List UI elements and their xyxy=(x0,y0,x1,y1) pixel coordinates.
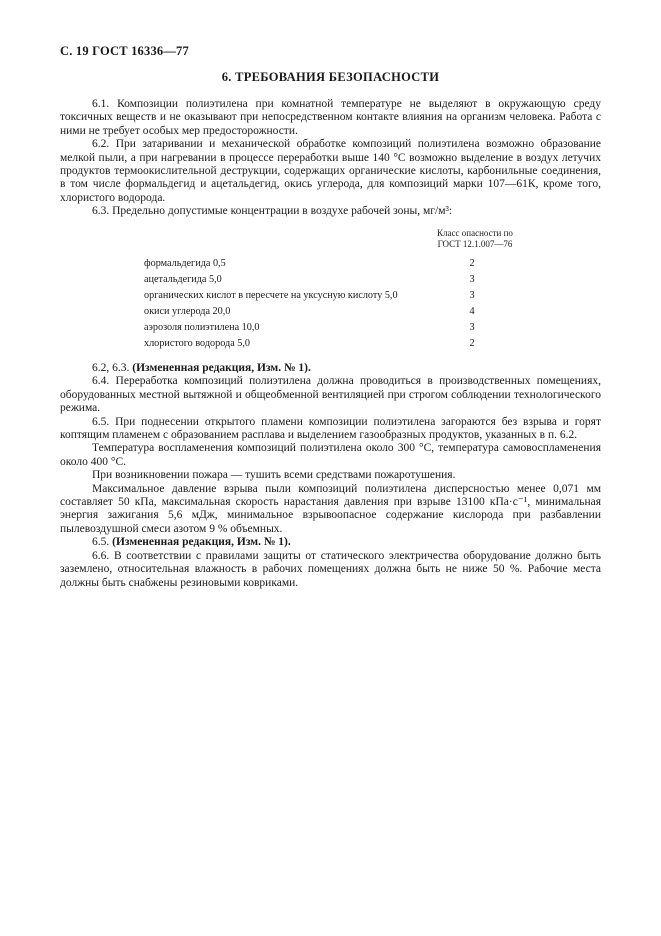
substance-cell: окиси углерода 20,0 xyxy=(144,306,231,317)
hazard-class-header-line1: Класс опасности по xyxy=(437,228,513,238)
hazard-class-cell: 3 xyxy=(469,322,475,333)
hazard-class-header-line2: ГОСТ 12.1.007—76 xyxy=(437,239,513,249)
amendment-number: 6.2, 6.3. xyxy=(92,362,130,374)
hazard-class-cell: 3 xyxy=(469,290,475,301)
section-title: 6. ТРЕБОВАНИЯ БЕЗОПАСНОСТИ xyxy=(221,70,440,84)
amendment-text: (Измененная редакция, Изм. № 1). xyxy=(112,536,291,549)
paragraph-6-3: 6.3. Предельно допустимые концентрации в воздухе рабочей зоны, мг/м³: xyxy=(92,205,453,218)
running-head: С. 19 ГОСТ 16336—77 xyxy=(60,44,189,58)
amendment-note-6-2-6-3 xyxy=(60,362,601,375)
substance-cell: ацетальдегида 5,0 xyxy=(144,274,222,285)
paragraph-fire: При возникновении пожара — тушить всеми средствами пожаротушения. xyxy=(92,469,456,482)
hazard-class-cell: 2 xyxy=(469,258,475,269)
paragraphs-top xyxy=(60,98,601,219)
amendment-number: 6.5. xyxy=(92,536,110,549)
paragraphs-bottom xyxy=(60,362,601,590)
substance-cell: хлористого водорода 5,0 xyxy=(144,338,251,349)
hazard-class-cell: 3 xyxy=(469,274,475,285)
table-row xyxy=(144,290,544,306)
amendment-note-6-5 xyxy=(60,536,601,549)
table-row xyxy=(144,258,544,274)
substance-cell: аэрозоля полиэтилена 10,0 xyxy=(144,322,260,333)
table-row xyxy=(144,274,544,290)
hazard-class-header xyxy=(426,228,524,250)
hazard-class-cell: 4 xyxy=(469,306,475,317)
paragraph-6-5: 6.5. При поднесении открытого пламени композиции полиэтилена загораются без взрыва и горят коптящим пламенем с образованием расплава и выделением газообразных продуктов, указанных в п. 6.2. xyxy=(60,415,601,442)
concentration-table xyxy=(144,258,544,354)
table-row xyxy=(144,338,544,354)
table-row xyxy=(144,306,544,322)
paragraph-6-2: 6.2. При затаривании и механической обработке композиций полиэтилена возможно образование мелкой пыли, а при нагревании в процессе переработки выше 140 °С возможно выделение в воздух летучих продуктов термоокислительной деструкции, содержащих органические кислоты, карбонильные соединения, в том числе формальдегид и ацетальдегид, окись углерода, для композиций марки 107—61К, кроме того, хлористого водорода. xyxy=(60,138,601,204)
substance-cell: формальдегида 0,5 xyxy=(144,258,226,269)
substance-cell: органических кислот в пересчете на уксусную кислоту 5,0 xyxy=(144,290,398,301)
amendment-text: (Измененная редакция, Изм. № 1). xyxy=(132,362,311,374)
paragraph-explosion: Максимальное давление взрыва пыли композиций полиэтилена дисперсностью менее 0,071 мм составляет 50 кПа, максимальная скорость нарастания давления при взрыве 13100 кПа·с⁻¹, минимальная энергия зажигания 5,6 мДж, минимальное взрывоопасное содержание кислорода при разбавлении пылевоздушной смеси азотом 9 % объемных. xyxy=(60,482,601,535)
hazard-class-cell: 2 xyxy=(469,338,475,349)
paragraph-ignition-temp: Температура воспламенения композиций полиэтилена около 300 °С, температура самовоспламенения около 400 °С. xyxy=(60,442,601,468)
paragraph-6-6: 6.6. В соответствии с правилами защиты от статического электричества оборудование должно быть заземлено, относительная влажность в рабочих помещениях должна быть не ниже 50 %. Рабочие места должны быть снабжены резиновыми ковриками. xyxy=(60,549,601,589)
paragraph-6-4: 6.4. Переработка композиций полиэтилена должна проводиться в производственных помещениях, оборудованных местной вытяжной и общеобменной вентиляцией при строгом соблюдении технологического режима. xyxy=(60,375,601,415)
paragraph-6-1: 6.1. Композиции полиэтилена при комнатной температуре не выделяют в окружающую среду токсичных веществ и не оказывают при непосредственном контакте влияния на организм человека. Работа с ними не требует особых мер предосторожности. xyxy=(60,98,601,137)
table-row xyxy=(144,322,544,338)
